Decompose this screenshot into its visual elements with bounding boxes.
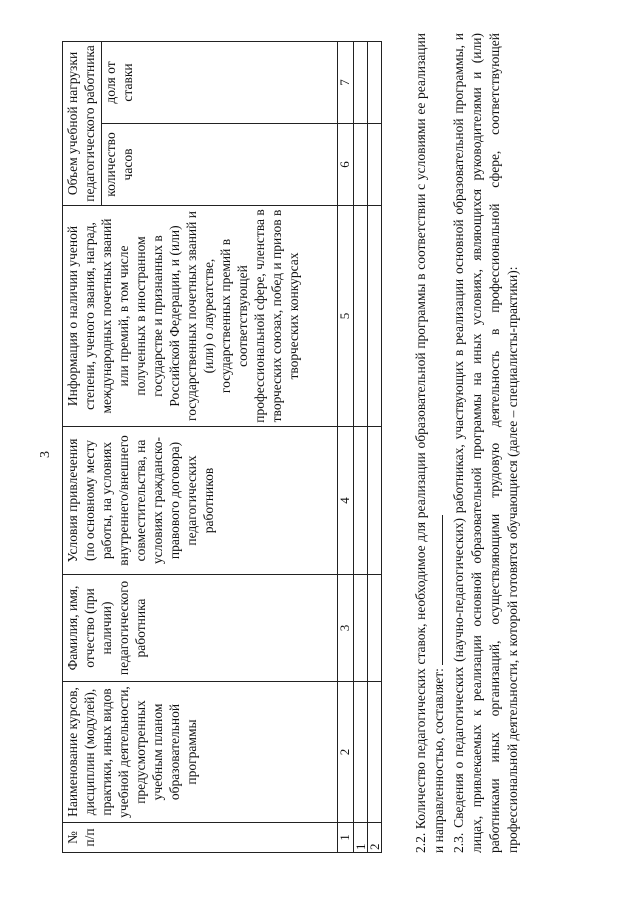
col-number-7: 7 bbox=[338, 42, 353, 124]
table-cell bbox=[368, 42, 382, 206]
header-conditions: Условия привлечения (по основному месту работы, на условиях внутреннего/внешнего совместительства, на условиях гражданско-правового договора) педагогических работников bbox=[63, 427, 338, 575]
table-cell bbox=[368, 427, 382, 575]
header-number: № п/п bbox=[63, 823, 338, 853]
staff-table bbox=[62, 41, 382, 853]
header-course: Наименование курсов, дисциплин (модулей), практики, иных видов учебной деятельности, предусмотренных учебным планом образовательной программы bbox=[63, 682, 338, 823]
header-hours: количество часов bbox=[103, 132, 135, 197]
row-number: 1 bbox=[354, 823, 368, 853]
section-2-3-text: 2.3. Сведения о педагогических (научно-педагогических) работниках, участвующих в реализации основной образовательной программы, и лицах, привлекаемых к реализации основной образовательной программы на иных условиях, являющихся руководителями и (или) работниками иных организаций, осуществляющими трудовую деятельность в профессиональной сфере, соответствующей профессиональной деятельности, к которой готовятся обучающиеся (далее – специалисты-практики): bbox=[451, 33, 520, 853]
table-cell bbox=[354, 682, 368, 823]
header-rate-share: доля от ставки bbox=[102, 42, 376, 124]
table-cell bbox=[354, 427, 368, 575]
col-number-6-7 bbox=[338, 42, 354, 206]
section-2-2 bbox=[412, 33, 448, 853]
col-number-1: 1 bbox=[338, 823, 354, 853]
header-awards: Информация о наличии ученой степени, ученого звания, наград, международных почетных званий или премий, в том числе полученных в иностранном государстве и признанных в Российской Федерации, и (или) государственных почетных званий и (или) о лауреатстве, государственных премий в соответствующей профессиональной сфере, членства в творческих союзах, побед и призов в творческих конкурсах bbox=[63, 206, 338, 427]
fill-in-blank bbox=[430, 515, 443, 665]
section-2-2-text: 2.2. Количество педагогических ставок, необходимое для реализации образовательной программы в соответствии с условиями ее реализации и направленностью, составляет: bbox=[413, 33, 446, 853]
col-number-5: 5 bbox=[338, 206, 354, 427]
header-workload-sub bbox=[102, 42, 376, 205]
table-cell bbox=[368, 206, 382, 427]
section-2-3 bbox=[450, 33, 522, 853]
table-cell bbox=[368, 682, 382, 823]
table-row bbox=[354, 42, 368, 853]
table-cell bbox=[368, 575, 382, 682]
page-number: 3 bbox=[38, 451, 53, 458]
table-cell bbox=[354, 575, 368, 682]
table-row bbox=[368, 42, 382, 853]
header-workload bbox=[63, 42, 338, 206]
header-workload-title: Объем учебной нагрузки педагогического работника bbox=[63, 42, 102, 205]
header-name: Фамилия, имя, отчество (при наличии) педагогического работника bbox=[63, 575, 338, 682]
table-cell bbox=[354, 206, 368, 427]
col-number-3: 3 bbox=[338, 575, 354, 682]
col-number-6: 6 bbox=[337, 161, 352, 168]
col-number-2: 2 bbox=[338, 682, 354, 823]
column-number-row bbox=[338, 42, 354, 853]
table-cell bbox=[354, 42, 368, 206]
col-number-4: 4 bbox=[338, 427, 354, 575]
row-number: 2 bbox=[368, 823, 382, 853]
table-header-row bbox=[63, 42, 338, 853]
